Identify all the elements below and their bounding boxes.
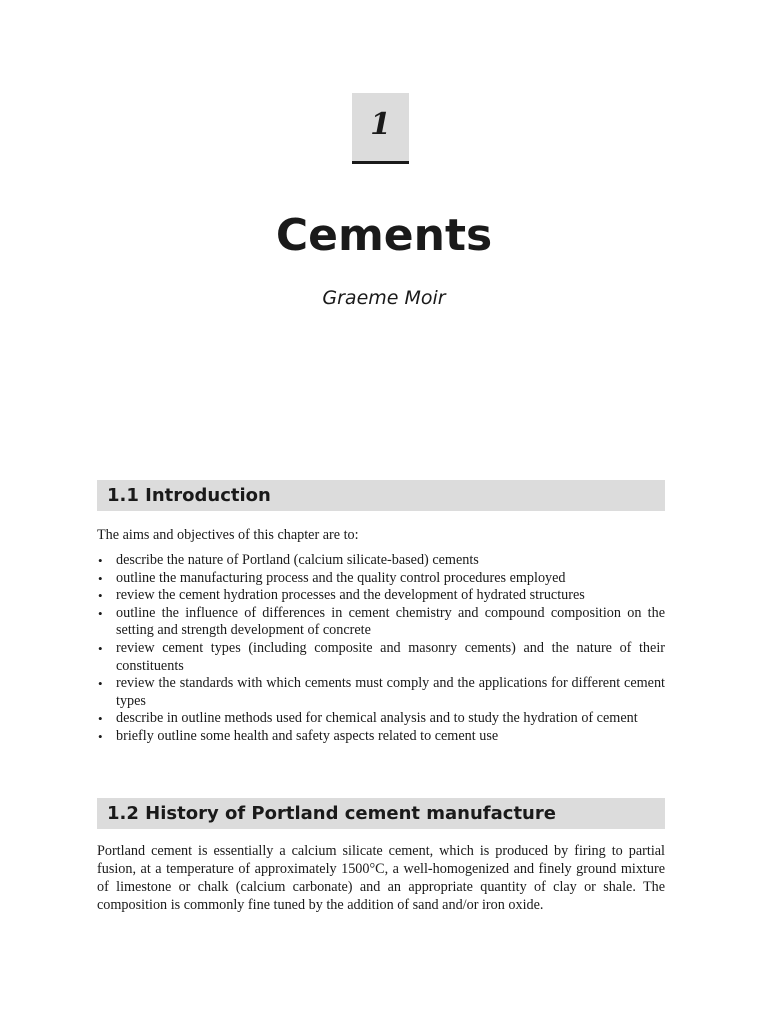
list-item-text: review the cement hydration processes and the development of hydrated structures [116, 587, 585, 604]
chapter-number: 1 [370, 107, 391, 142]
list-item [97, 605, 665, 640]
list-item-text: describe the nature of Portland (calcium silicate-based) cements [116, 552, 479, 568]
bullet-icon: • [98, 605, 103, 621]
list-item-text: review cement types (including composite and masonry cements) and the nature of their constituents [116, 639, 665, 674]
history-paragraph: Portland cement is essentially a calcium silicate cement, which is produced by firing to partial fusion, at a temperature of approximately 1500°C, a well-homogenized and finely ground mixture of limestone or chalk (calcium carbonate) and an appropriate quantity of clay or shale. The composition is commonly fine tuned by the addition of sand and/or iron oxide. [97, 843, 665, 913]
bullet-icon: • [98, 588, 103, 604]
bullet-icon: • [98, 553, 103, 568]
list-item-text: outline the influence of differences in cement chemistry and compound composition on the setting and strength development of concrete [116, 604, 665, 639]
list-item [97, 675, 665, 710]
list-item [97, 640, 665, 675]
bullet-icon: • [98, 640, 103, 656]
list-item [97, 710, 665, 728]
chapter-title: Cements [275, 210, 493, 261]
section-heading-history: 1.2 History of Portland cement manufacture [97, 798, 665, 829]
list-item [97, 552, 665, 570]
list-item [97, 587, 665, 605]
list-item-text: briefly outline some health and safety aspects related to cement use [116, 727, 499, 744]
list-item-text: describe in outline methods used for chemical analysis and to study the hydration of cement [116, 710, 638, 727]
list-item-text: review the standards with which cements must comply and the applications for different cement types [116, 675, 665, 709]
section-heading-introduction: 1.1 Introduction [97, 480, 665, 511]
chapter-author: Graeme Moir [322, 287, 446, 309]
list-item [97, 728, 665, 746]
aims-list [97, 552, 665, 746]
bullet-icon: • [98, 728, 103, 744]
aims-intro-paragraph: The aims and objectives of this chapter are to: [97, 527, 359, 543]
bullet-icon: • [98, 570, 103, 586]
chapter-number-box [352, 93, 409, 164]
list-item-text: outline the manufacturing process and the quality control procedures employed [116, 569, 566, 586]
bullet-icon: • [98, 711, 103, 727]
bullet-icon: • [98, 676, 103, 692]
list-item [97, 570, 665, 588]
